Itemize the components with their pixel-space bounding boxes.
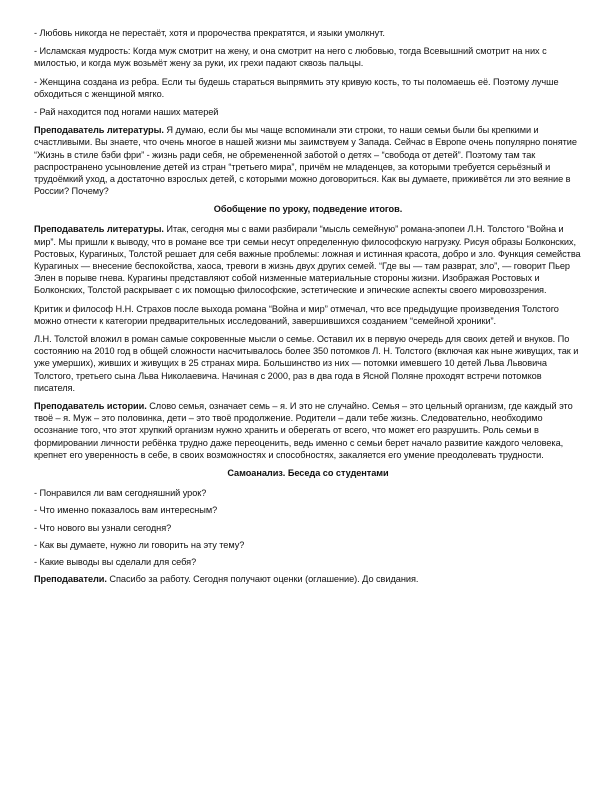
speaker-text: Итак, сегодня мы с вами разбирали “мысль семейную” романа-эпопеи Л.Н. Толстого “Война и мир”. Мы пришли к выводу, что в романе все три семьи несут определенную философскую нагрузку. Рисуя образы Болконских, Ростовых, Курагиных, Толстой решает для себя важные проблемы: ложная и истинная красота, добро и зло. Функция семейства Курагиных — внесение беспокойства, хаоса, тревоги в жизнь двух других семей. “Где вы — там разврат, зло”, — говорит Пьер Элен в порыве гнева. Курагины представляют собой низменные материальные стороны жизни. Изображая Ростовых и Болконских, Толстой раскрывает с их помощью философские, эстетические и эпические аспекты своего мировоззрения. — [34, 224, 581, 296]
strakhov-paragraph: Критик и философ Н.Н. Страхов после выхода романа “Война и мир” отмечал, что все предыдущие произведения Толстого можно отнести к категории предварительных исследований, завершившихся созданием “семейной хроники”. — [34, 303, 559, 326]
question-item: - Понравился ли вам сегодняшний урок? — [34, 488, 207, 499]
quote-islamic-wisdom: - Исламская мудрость: Когда муж смотрит на жену, и она смотрит на него с любовью, тогда Всевышний смотрит на них с милостью, и когда муж возьмёт жену за руки, их грехи падают сквозь пальцы. — [34, 46, 547, 69]
lit-teacher-paragraph-1 — [34, 124, 582, 197]
section-heading-self-analysis: Самоанализ. Беседа со студентами — [227, 468, 389, 479]
teachers-closing-paragraph — [34, 573, 582, 585]
question-item: - Что именно показалось вам интересным? — [34, 505, 218, 516]
question-item: - Что нового вы узнали сегодня? — [34, 522, 172, 533]
document-page — [34, 27, 582, 591]
tolstoy-descendants-paragraph: Л.Н. Толстой вложил в роман самые сокровенные мысли о семье. Оставил их в первую очередь для своих детей и внуков. По состоянию на 2010 год в общей сложности насчитывалось более 350 потомков Л. Н. Толстого (включая как ныне живущих, так и уже умерших), живших и живущих в 25 странах мира. Большинство из них — потомки имевшего 10 детей Льва Львовича Толстого, третьего сына Льва Николаевича. Начиная с 2000, раз в два года в Ясной Поляне проходят встречи потомков писателя. — [34, 334, 579, 393]
quote-love: - Любовь никогда не перестаёт, хотя и пророчества прекратятся, и языки умолкнут. — [34, 28, 385, 38]
speaker-label: Преподаватель литературы. — [34, 224, 164, 235]
speaker-text: Слово семья, означает семь – я. И это не случайно. Семья – это цельный организм, где каждый это твоё – я. Муж – это половинка, дети – это твоё продолжение. Родители – дали тебе жизнь. Следовательно, необходимо осознание того, что этот хрупкий организм нужно хранить и оберегать от всего, что может его разрушить. Роль семьи в формировании личности ребёнка трудно даже переоценить, ведь именно с семьи берет начало развитие каждого человека, крепнет его уверенность в себе, в своих возможностях и способностях, закаляется его умение преодолевать трудности. — [34, 401, 573, 460]
quote-woman-rib: - Женщина создана из ребра. Если ты будешь стараться выпрямить эту кривую кость, то ты поломаешь её. Поэтому лучше обходиться с женщиной мягко. — [34, 76, 559, 99]
history-teacher-paragraph — [34, 400, 582, 461]
section-heading-summary: Обобщение по уроку, подведение итогов. — [213, 204, 403, 215]
question-item: - Как вы думаете, нужно ли говорить на эту тему? — [34, 539, 245, 550]
speaker-label: Преподаватель истории. — [34, 401, 147, 412]
speaker-text: Спасибо за работу. Сегодня получают оценки (оглашение). До свидания. — [106, 574, 419, 585]
speaker-label: Преподаватель литературы. — [34, 125, 164, 136]
speaker-label: Преподаватели. — [34, 574, 107, 585]
quote-paradise: - Рай находится под ногами наших матерей — [34, 107, 219, 118]
lit-teacher-paragraph-2 — [34, 223, 582, 296]
question-item: - Какие выводы вы сделали для себя? — [34, 556, 197, 567]
speaker-text: Я думаю, если бы мы чаще вспоминали эти строки, то наши семьи были бы крепкими и счастливыми. Вы знаете, что очень многое в нашей жизни мы заимствуем у Запада. Сейчас в Европе очень популярно понятие “Жизнь в стиле бэби фри” - жизнь ради себя, не обремененной заботой о детях – “свобода от детей”. Поэтому там так распространено усыновление детей из стран “третьего мира”, причём не младенцев, за которыми требуется серьёзный и трудоёмкий уход, а достаточно взрослых детей, с которыми можно договориться. Как вы думаете, приживётся ли это веяние в России? Почему? — [34, 125, 577, 197]
